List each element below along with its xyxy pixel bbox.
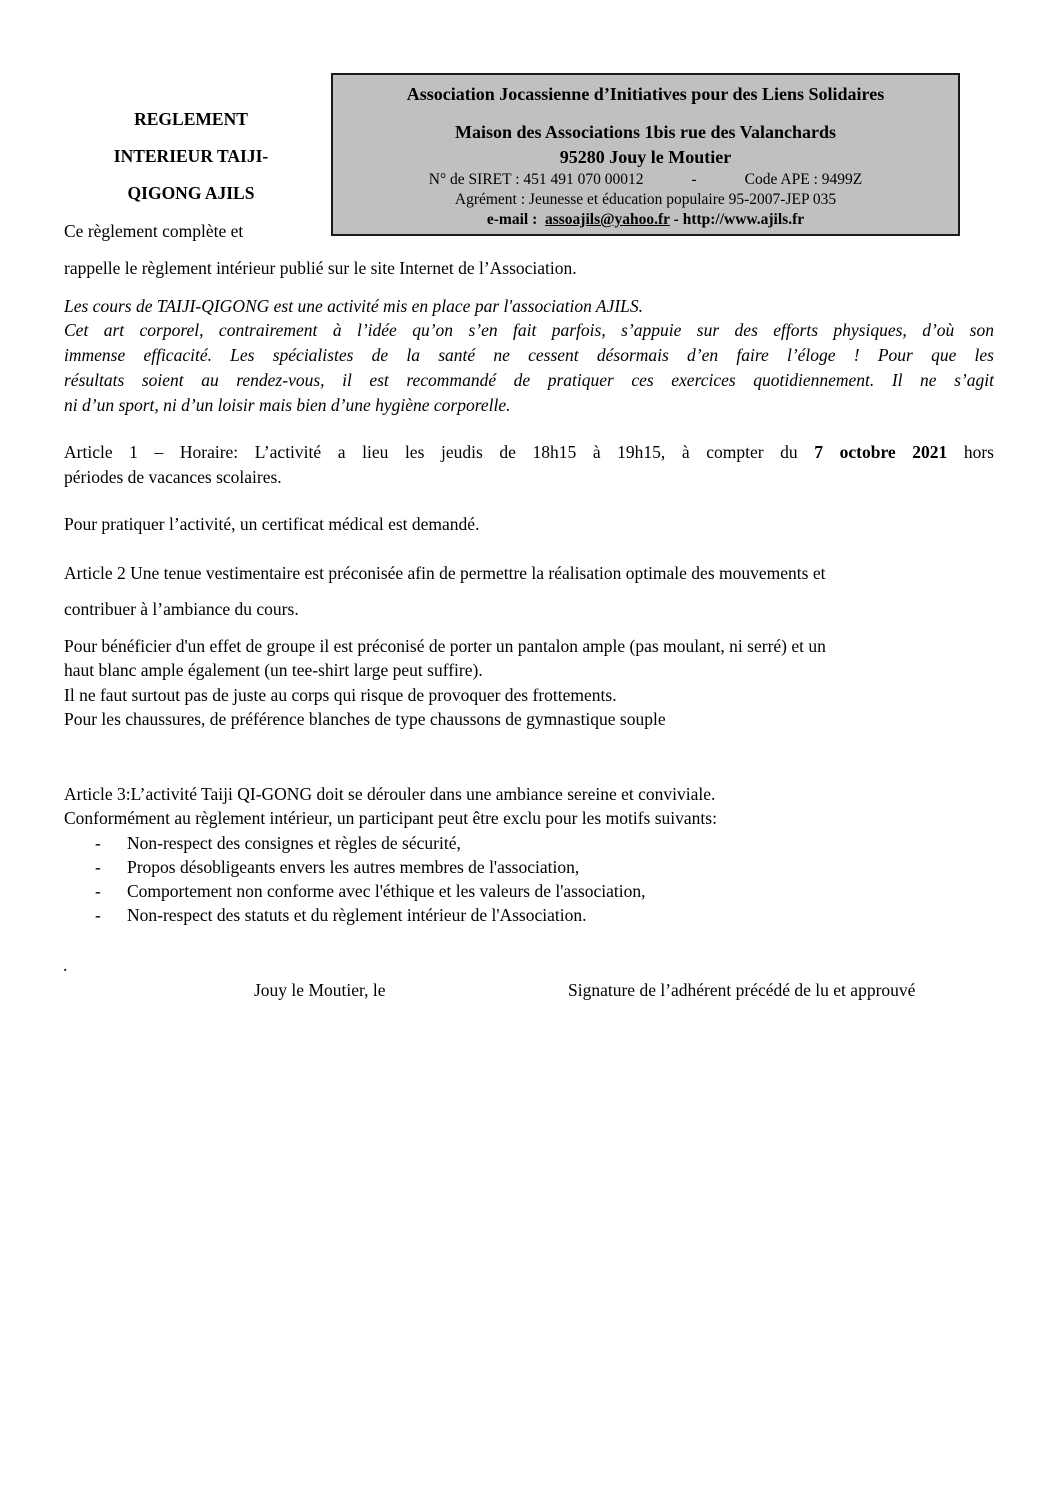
- website-link[interactable]: http://www.ajils.fr: [682, 211, 805, 228]
- article-1-start-date: 7 octobre 2021: [814, 442, 948, 462]
- list-bullet: -: [95, 881, 101, 901]
- dress-line-4: Pour les chaussures, de préférence blanches de type chaussons de gymnastique souple: [64, 709, 666, 729]
- dress-line-1: Pour bénéficier d'un effet de groupe il est préconisé de porter un pantalon ample (pas moulant, ni serré) et un: [64, 636, 826, 656]
- article-3-line-2: Conformément au règlement intérieur, un participant peut être exclu pour les motifs suivants:: [64, 808, 717, 828]
- association-registration: [333, 171, 958, 189]
- association-agrement: Agrément : Jeunesse et éducation populaire 95-2007-JEP 035: [454, 191, 837, 208]
- footer-place-date: Jouy le Moutier, le: [254, 980, 386, 1000]
- website-prefix: -: [669, 211, 683, 228]
- association-header-box: [331, 73, 960, 236]
- article-1-text-before: Article 1 – Horaire: L’activité a lieu les jeudis de 18h15 à 19h15, à compter du: [64, 442, 815, 462]
- association-address-line1: Maison des Associations 1bis rue des Valanchards: [454, 122, 837, 142]
- article-1-line-2: périodes de vacances scolaires.: [64, 467, 282, 487]
- article-2-line-2: contribuer à l’ambiance du cours.: [64, 599, 299, 619]
- list-item: Propos désobligeants envers les autres membres de l'association,: [127, 857, 580, 877]
- footer-signature: Signature de l’adhérent précédé de lu et approuvé: [568, 980, 916, 1000]
- intro-text-part1: Ce règlement complète et: [64, 221, 244, 241]
- registration-separator: -: [691, 171, 697, 188]
- description-line-2: Cet art corporel, contrairement à l’idée qu’on s’en fait parfois, s’appuie sur des efforts physiques, d’où son: [64, 320, 994, 340]
- article-1-text-after: hors: [947, 442, 994, 462]
- description-line-4: résultats soient au rendez-vous, il est recommandé de pratiquer ces exercices quotidiennement. Il ne s’agit: [64, 370, 994, 390]
- association-address-line2: 95280 Jouy le Moutier: [559, 147, 732, 167]
- ape-code: Code APE : 9499Z: [744, 171, 863, 188]
- article-2-line-1: Article 2 Une tenue vestimentaire est préconisée afin de permettre la réalisation optimale des mouvements et: [64, 563, 826, 583]
- list-bullet: -: [95, 833, 101, 853]
- dress-line-2: haut blanc ample également (un tee-shirt large peut suffire).: [64, 660, 483, 680]
- list-bullet: -: [95, 857, 101, 877]
- dress-line-3: Il ne faut surtout pas de juste au corps qui risque de provoquer des frottements.: [64, 685, 617, 705]
- list-bullet: -: [95, 905, 101, 925]
- article-1-line-1: [64, 442, 994, 463]
- association-contact: [333, 211, 958, 229]
- medical-certificate-note: Pour pratiquer l’activité, un certificat médical est demandé.: [64, 514, 480, 534]
- article-3-line-1: Article 3:L’activité Taiji QI-GONG doit se dérouler dans une ambiance sereine et conviviale.: [64, 784, 716, 804]
- list-item: Comportement non conforme avec l'éthique et les valeurs de l'association,: [127, 881, 646, 901]
- list-item: Non-respect des consignes et règles de sécurité,: [127, 833, 461, 853]
- stray-dot: .: [63, 955, 68, 975]
- document-title-line-2: INTERIEUR TAIJI-: [113, 146, 269, 166]
- document-title-line-3: QIGONG AJILS: [127, 183, 255, 203]
- intro-text-part2: rappelle le règlement intérieur publié sur le site Internet de l’Association.: [64, 258, 577, 278]
- list-item: Non-respect des statuts et du règlement intérieur de l'Association.: [127, 905, 587, 925]
- document-title-line-1: REGLEMENT: [134, 109, 248, 129]
- description-line-5: ni d’un sport, ni d’un loisir mais bien d’une hygiène corporelle.: [64, 395, 511, 415]
- description-line-1: Les cours de TAIJI-QIGONG est une activité mis en place par l'association AJILS.: [64, 296, 644, 316]
- siret-number: N° de SIRET : 451 491 070 00012: [428, 171, 644, 188]
- email-link[interactable]: assoajils@yahoo.fr: [544, 211, 670, 228]
- description-line-3: immense efficacité. Les spécialistes de la santé ne cessent désormais d’en faire l’éloge ! Pour que les: [64, 345, 994, 365]
- association-name: Association Jocassienne d’Initiatives pour des Liens Solidaires: [406, 84, 885, 104]
- email-label: e-mail :: [486, 211, 538, 228]
